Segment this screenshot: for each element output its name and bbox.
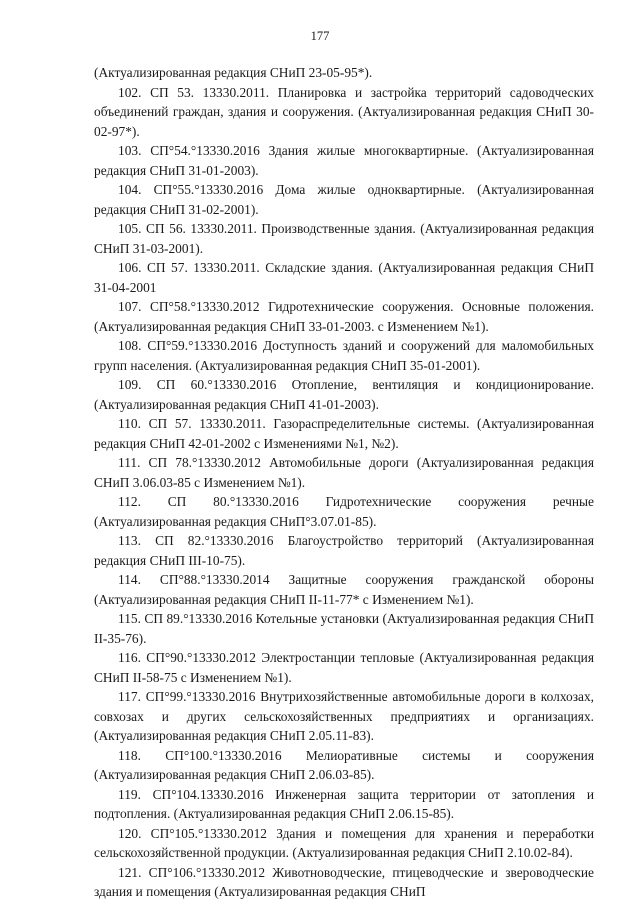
list-item-117: 117. СП°99.°13330.2016 Внутрихозяйственные автомобильные дороги в колхозах, совхозах и других сельскохозяйственных предприятиях и организациях. (Актуализированная редакция СНиП 2.05.11-83).: [94, 689, 594, 743]
list-item-106: 106. СП 57. 13330.2011. Складские здания. (Актуализированная редакция СНиП 31-04-2001: [94, 260, 594, 295]
list-item-107: 107. СП°58.°13330.2012 Гидротехнические сооружения. Основные положения. (Актуализированная редакция СНиП 33-01-2003. с Изменением №1).: [94, 299, 594, 334]
list-item-102: 102. СП 53. 13330.2011. Планировка и застройка территорий садоводческих объединений граждан, здания и сооружения. (Актуализированная редакция СНиП 30-02-97*).: [94, 84, 594, 139]
list-item-114: 114. СП°88.°13330.2014 Защитные сооружения гражданской обороны (Актуализированная редакция СНиП II-11-77* с Изменением №1).: [94, 572, 594, 607]
paragraph-continuation: (Актуализированная редакция СНиП 23-05-95*).: [94, 65, 373, 80]
list-item-120: 120. СП°105.°13330.2012 Здания и помещения для хранения и переработки сельскохозяйственной продукции. (Актуализированная редакция СНиП 2.10.02-84).: [94, 825, 594, 860]
list-item-103: 103. СП°54.°13330.2016 Здания жилые многоквартирные. (Актуализированная редакция СНиП 31-01-2003).: [94, 143, 594, 178]
list-item-108: 108. СП°59.°13330.2016 Доступность зданий и сооружений для маломобильных групп населения. (Актуализированная редакция СНиП 35-01-2001).: [94, 338, 594, 373]
list-item-116: 116. СП°90.°13330.2012 Электростанции тепловые (Актуализированная редакция СНиП II-58-75 с Изменением №1).: [94, 650, 594, 685]
list-item-113: 113. СП 82.°13330.2016 Благоустройство территорий (Актуализированная редакция СНиП III-10-75).: [94, 533, 594, 568]
list-item-104: 104. СП°55.°13330.2016 Дома жилые одноквартирные. (Актуализированная редакция СНиП 31-02-2001).: [94, 182, 594, 217]
list-item-105: 105. СП 56. 13330.2011. Производственные здания. (Актуализированная редакция СНиП 31-03-2001).: [94, 221, 594, 256]
page-number: 177: [310, 29, 330, 43]
list-item-118: 118. СП°100.°13330.2016 Мелиоративные системы и сооружения (Актуализированная редакция СНиП 2.06.03-85).: [94, 747, 594, 782]
list-item-111: 111. СП 78.°13330.2012 Автомобильные дороги (Актуализированная редакция СНиП 3.06.03-85 с Изменением №1).: [94, 455, 594, 490]
document-body: [94, 63, 594, 902]
list-item-110: 110. СП 57. 13330.2011. Газораспределительные системы. (Актуализированная редакция СНиП 42-01-2002 с Изменениями №1, №2).: [94, 416, 594, 451]
list-item-119: 119. СП°104.13330.2016 Инженерная защита территории от затопления и подтопления. (Актуализированная редакция СНиП 2.06.15-85).: [94, 786, 594, 821]
list-item-121: 121. СП°106.°13330.2012 Животноводческие, птицеводческие и звероводческие здания и помещения (Актуализированная редакция СНиП: [94, 864, 594, 899]
list-item-112: 112. СП 80.°13330.2016 Гидротехнические сооружения речные (Актуализированная редакция СНиП°3.07.01-85).: [94, 494, 594, 529]
list-item-109: 109. СП 60.°13330.2016 Отопление, вентиляция и кондиционирование. (Актуализированная редакция СНиП 41-01-2003).: [94, 377, 594, 412]
list-item-115: 115. СП 89.°13330.2016 Котельные установки (Актуализированная редакция СНиП II-35-76).: [94, 611, 594, 646]
